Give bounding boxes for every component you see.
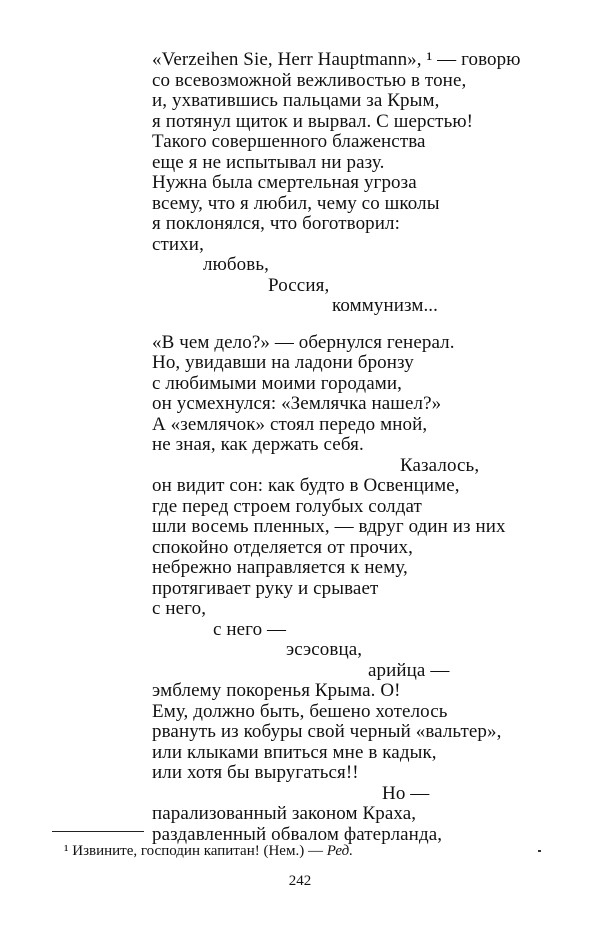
poem-line: парализованный законом Краха, — [152, 803, 417, 824]
footnote-divider — [52, 831, 144, 832]
poem-line: и, ухватившись пальцами за Крым, — [152, 90, 440, 111]
poem-line: протягивает руку и срывает — [152, 578, 379, 599]
poem-line: рвануть из кобуры свой черный «вальтер», — [152, 721, 502, 742]
poem-line: Такого совершенного блаженства — [152, 131, 426, 152]
poem-line: всему, что я любил, чему со школы — [152, 193, 440, 214]
poem-line: Но, увидавши на ладони бронзу — [152, 352, 414, 373]
footnote-text: ¹ Извините, господин капитан! (Нем.) — — [64, 843, 327, 859]
poem-line: или хотя бы выругаться!! — [152, 762, 359, 783]
poem-line: или клыками впиться мне в кадык, — [152, 742, 437, 763]
poem-line: раздавленный обвалом фатерланда, — [152, 824, 443, 845]
poem-line: Ему, должно быть, бешено хотелось — [152, 701, 448, 722]
poem-line: он усмехнулся: «Землячка нашел?» — [152, 393, 442, 414]
poem-line: любовь, — [203, 254, 269, 275]
poem-line: с него — — [213, 619, 287, 640]
poem-line: эмблему покоренья Крыма. О! — [152, 680, 401, 701]
poem-line: не зная, как держать себя. — [152, 434, 364, 455]
poem-line: «В чем дело?» — обернулся генерал. — [152, 332, 455, 353]
print-speck — [538, 850, 541, 852]
page-number: 242 — [288, 873, 312, 889]
poem-line: с любимыми моими городами, — [152, 373, 402, 394]
poem-line: арийца — — [368, 660, 450, 681]
footnote — [64, 842, 353, 860]
poem-line: коммунизм... — [332, 295, 438, 316]
poem-line: Но — — [382, 783, 430, 804]
poem-line: шли восемь пленных, — вдруг один из них — [152, 516, 506, 537]
poem-line: стихи, — [152, 234, 204, 255]
poem-line: Россия, — [268, 275, 330, 296]
poem-line: я поклонялся, что боготворил: — [152, 213, 400, 234]
poem-line: Нужна была смертельная угроза — [152, 172, 417, 193]
poem-line: с него, — [152, 598, 207, 619]
poem-line: он видит сон: как будто в Освенциме, — [152, 475, 460, 496]
footnote-editor-mark: Ред. — [326, 843, 353, 859]
poem-line: небрежно направляется к нему, — [152, 557, 408, 578]
poem-line: эсэсовца, — [286, 639, 363, 660]
poem-line: «Verzeihen Sie, Herr Hauptmann», ¹ — говорю — [152, 49, 521, 70]
poem-line: А «землячок» стоял передо мной, — [152, 414, 428, 435]
poem-line: спокойно отделяется от прочих, — [152, 537, 413, 558]
poem-line: где перед строем голубых солдат — [152, 496, 422, 517]
poem-line: со всевозможной вежливостью в тоне, — [152, 70, 467, 91]
poem-line: еще я не испытывал ни разу. — [152, 152, 385, 173]
poem-line: Казалось, — [400, 455, 480, 476]
poem-line: я потянул щиток и вырвал. С шерстью! — [152, 111, 474, 132]
